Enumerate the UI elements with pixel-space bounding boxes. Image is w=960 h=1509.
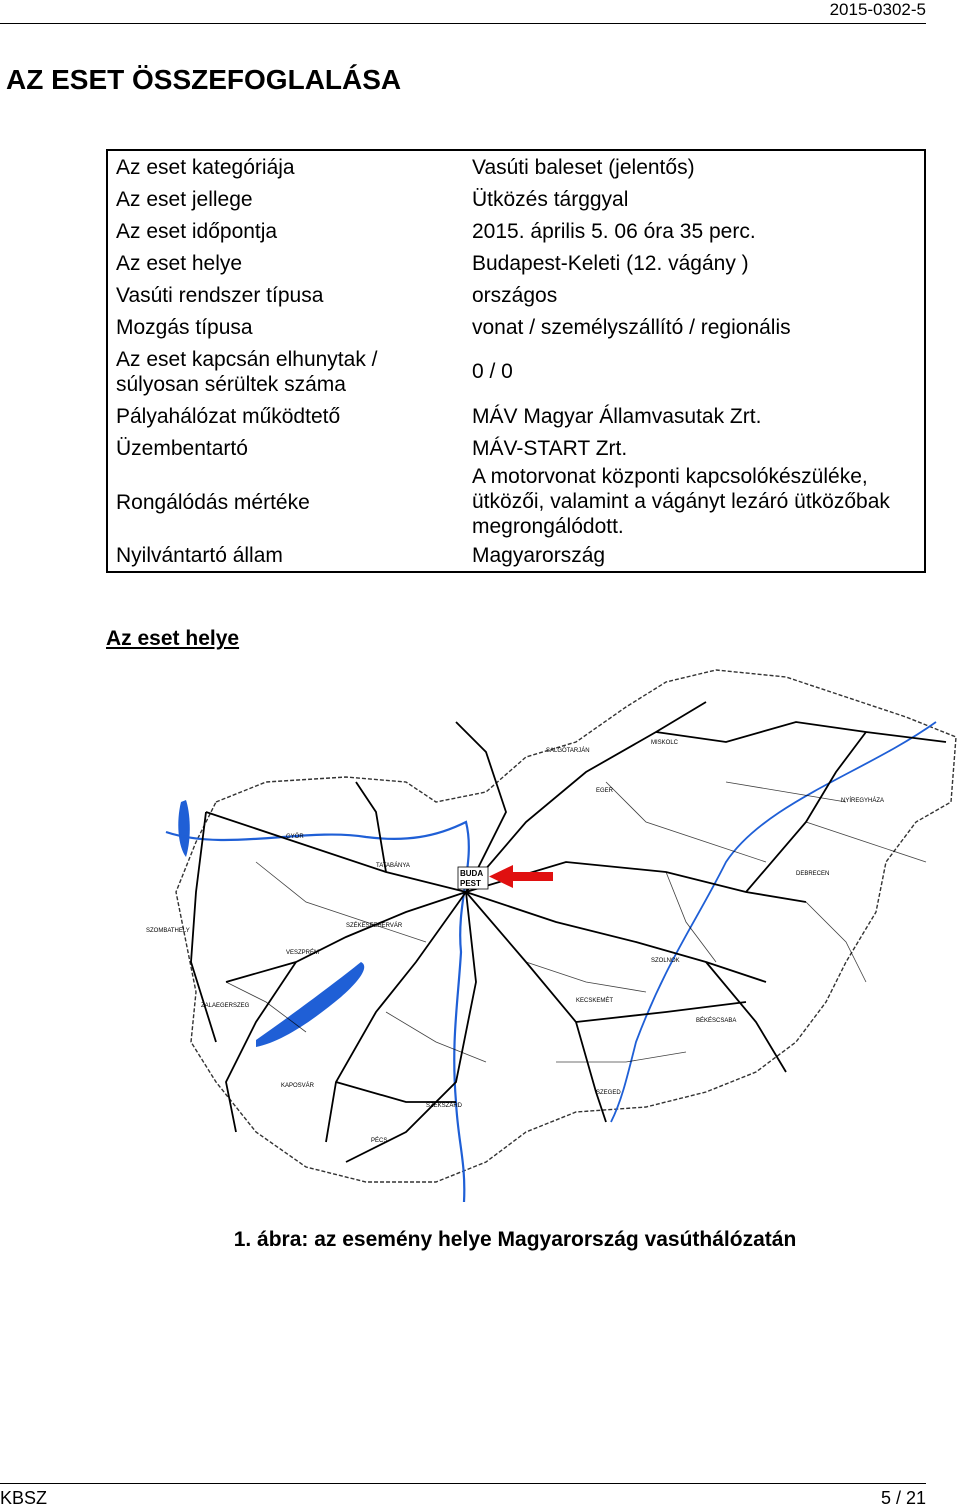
summary-label: Az eset kategóriája xyxy=(116,156,295,179)
summary-row xyxy=(107,215,925,247)
summary-label: Az eset helye xyxy=(116,252,243,275)
summary-value: Budapest-Keleti (12. vágány ) xyxy=(472,251,749,275)
city-label: VESZPRÉM xyxy=(286,950,320,956)
budapest-label: BUDA xyxy=(460,869,484,878)
summary-value: MÁV-START Zrt. xyxy=(472,436,628,460)
city-label: SZEKSZÁRD xyxy=(426,1103,463,1109)
city-label: TATABÁNYA xyxy=(376,863,410,869)
summary-label: Üzembentartó xyxy=(116,437,248,460)
summary-value: A motorvonat központi kapcsolókészüléke, ütközői, valamint a vágányt lezáró ütközőbak megrongálódott. xyxy=(472,465,890,538)
city-label: BÉKÉSCSABA xyxy=(696,1018,737,1024)
city-label: DEBRECEN xyxy=(796,871,830,877)
summary-value: Magyarország xyxy=(472,543,606,567)
summary-row xyxy=(107,464,925,539)
summary-label: Rongálódás mértéke xyxy=(116,490,310,514)
city-label: MISKOLC xyxy=(651,740,679,746)
lake-ferto xyxy=(178,800,190,857)
railway-network-map xyxy=(106,662,960,1212)
city-label: SZÉKESFEHÉRVÁR xyxy=(346,923,403,929)
summary-row xyxy=(107,150,925,183)
summary-row xyxy=(107,343,925,400)
summary-value: 2015. április 5. 06 óra 35 perc. xyxy=(472,219,756,243)
city-label: SZEGED xyxy=(596,1090,621,1096)
city-label: PÉCS xyxy=(371,1138,388,1144)
city-label: SZOLNOK xyxy=(651,958,680,964)
summary-label: Az eset jellege xyxy=(116,188,253,211)
city-label: SALGÓTARJÁN xyxy=(546,748,590,754)
summary-value: Vasúti baleset (jelentős) xyxy=(472,155,695,179)
city-label: SZOMBATHELY xyxy=(146,928,190,934)
document-id: 2015-0302-5 xyxy=(829,0,926,19)
summary-row xyxy=(107,539,925,572)
summary-value: Ütközés tárggyal xyxy=(472,187,629,211)
summary-value: országos xyxy=(472,283,558,307)
summary-label: Vasúti rendszer típusa xyxy=(116,284,324,307)
city-label: EGER xyxy=(596,788,614,794)
summary-row xyxy=(107,432,925,464)
country-border xyxy=(176,670,956,1182)
footer-divider xyxy=(0,1483,926,1484)
header-divider xyxy=(0,23,926,24)
summary-table xyxy=(106,149,926,573)
summary-row xyxy=(107,311,925,343)
summary-row xyxy=(107,400,925,432)
summary-value: vonat / személyszállító / regionális xyxy=(472,315,791,339)
summary-label: Pályahálózat működtető xyxy=(116,405,341,428)
page-number: 5 / 21 xyxy=(880,1488,926,1508)
footer-organization: KBSZ xyxy=(0,1488,48,1508)
summary-row xyxy=(107,247,925,279)
figure-caption: 1. ábra: az esemény helye Magyarország vasúthálózatán xyxy=(233,1228,797,1251)
city-label: KECSKEMÉT xyxy=(576,998,614,1004)
summary-label: Az eset kapcsán elhunytak / súlyosan sérültek száma xyxy=(116,348,378,396)
summary-value: MÁV Magyar Államvasutak Zrt. xyxy=(472,404,762,428)
location-heading: Az eset helye xyxy=(106,627,240,650)
summary-value: 0 / 0 xyxy=(472,360,513,383)
summary-row xyxy=(107,183,925,215)
section-title: AZ ESET ÖSSZEFOGLALÁSA xyxy=(6,64,402,95)
city-label: ZALAEGERSZEG xyxy=(201,1003,250,1009)
city-label: GYŐR xyxy=(286,834,304,840)
summary-label: Az eset időpontja xyxy=(116,220,278,243)
summary-label: Mozgás típusa xyxy=(116,316,253,339)
budapest-label: PEST xyxy=(460,879,481,888)
city-label: KAPOSVÁR xyxy=(281,1083,315,1089)
summary-row xyxy=(107,279,925,311)
city-label: NYÍREGYHÁZA xyxy=(841,798,885,804)
summary-label: Nyilvántartó állam xyxy=(116,544,283,567)
